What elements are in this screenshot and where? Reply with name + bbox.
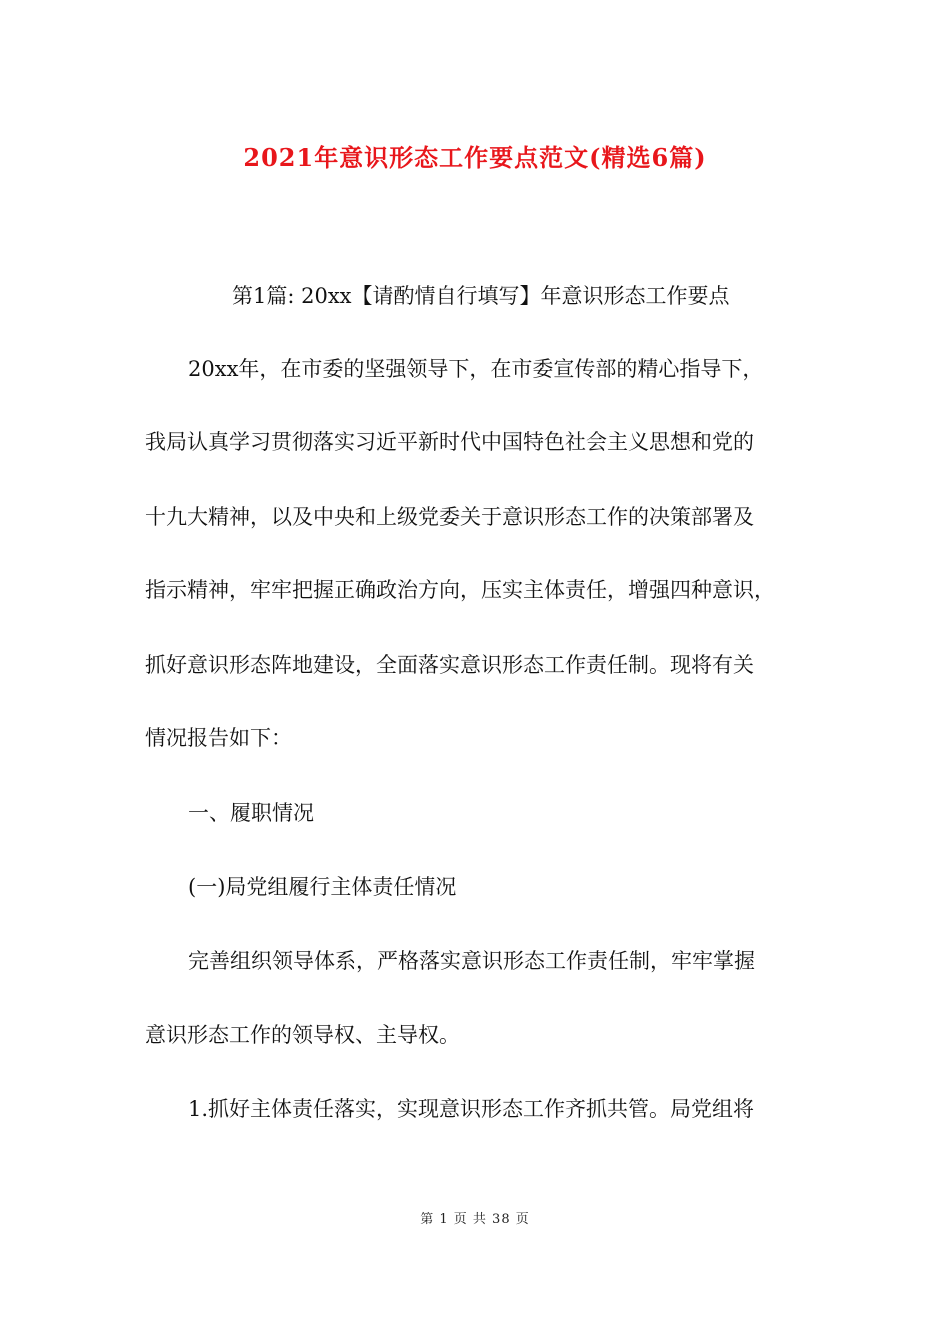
paragraph-line: 情况报告如下： [145, 726, 292, 750]
paragraph-line: 抓好意识形态阵地建设，全面落实意识形态工作责任制。现将有关 [145, 653, 754, 677]
paragraph-line: 1.抓好主体责任落实，实现意识形态工作齐抓共管。局党组将 [188, 1097, 755, 1121]
paragraph-line: 完善组织领导体系，严格落实意识形态工作责任制，牢牢掌握 [188, 949, 755, 973]
paragraph-line: 20xx年，在市委的坚强领导下，在市委宣传部的精心指导下， [188, 357, 764, 381]
page-number-footer: 第 1 页 共 38 页 [420, 1212, 530, 1227]
subheading-line: 一、履职情况 [188, 801, 314, 825]
paragraph-line: 意识形态工作的领导权、主导权。 [145, 1023, 460, 1047]
paragraph-line: 我局认真学习贯彻落实习近平新时代中国特色社会主义思想和党的 [145, 430, 754, 454]
subheading-line: (一)局党组履行主体责任情况 [188, 875, 457, 899]
section-heading: 第1篇: 20xx【请酌情自行填写】年意识形态工作要点 [232, 284, 730, 308]
paragraph-line: 十九大精神，以及中央和上级党委关于意识形态工作的决策部署及 [145, 505, 754, 529]
paragraph-line: 指示精神，牢牢把握正确政治方向，压实主体责任，增强四种意识， [145, 578, 775, 602]
document-title: 2021年意识形态工作要点范文(精选6篇) [243, 143, 707, 172]
